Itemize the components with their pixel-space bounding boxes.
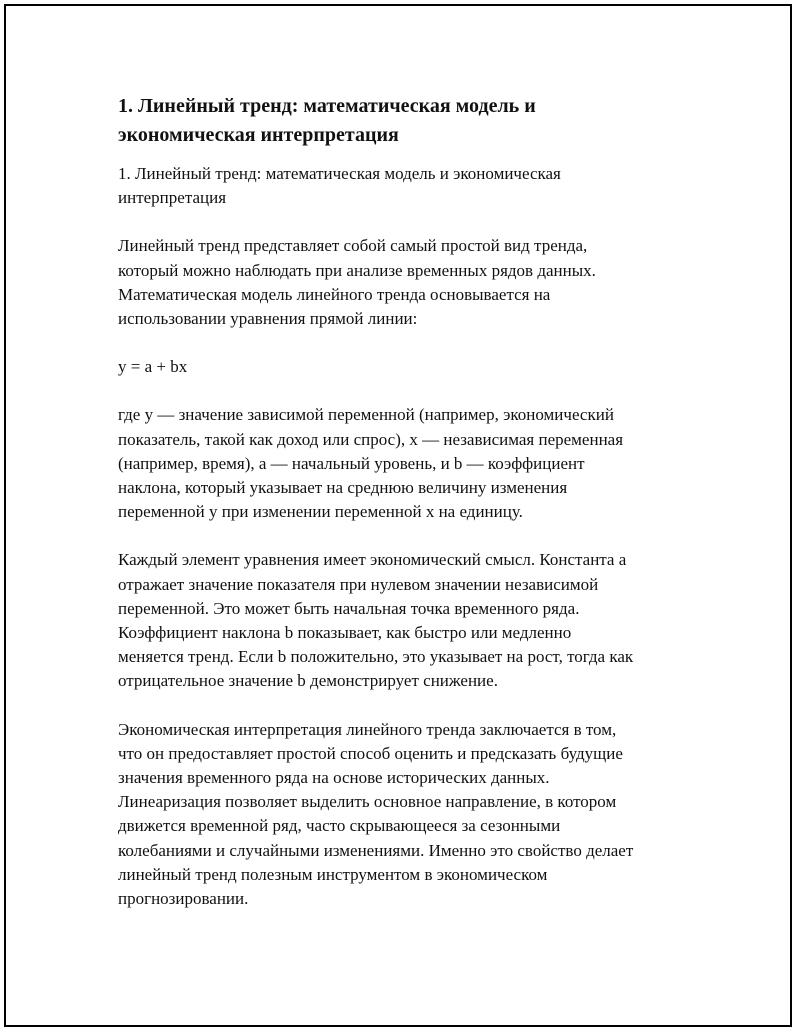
paragraph-meaning: Каждый элемент уравнения имеет экономический смысл. Константа a отражает значение показателя при нулевом значении независимой переменной. Это может быть начальная точка временного ряда. Коэффициент наклона b показывает, как быстро или медленно меняется тренд. Если b положительно, это указывает на рост, тогда как отрицательное значение b демонстрирует снижение. [118, 550, 634, 691]
document-body [118, 92, 698, 935]
paragraph-variables: где y — значение зависимой переменной (например, экономический показатель, такой как доход или спрос), x — независимая переменная (например, время), a — начальный уровень, и b — коэффициент наклона, который указывает на среднюю величину изменения переменной y при изменении переменной x на единицу. [118, 405, 624, 522]
paragraph-intro: Линейный тренд представляет собой самый простой вид тренда, который можно наблюдать при анализе временных рядов данных. Математическая модель линейного тренда основывается на использовании уравнения прямой линии: [118, 236, 596, 329]
section-subtitle: 1. Линейный тренд: математическая модель и экономическая интерпретация [118, 164, 561, 208]
section-heading: 1. Линейный тренд: математическая модель и экономическая интерпретация [118, 95, 536, 146]
equation: y = a + bx [118, 357, 188, 377]
paragraph-interpretation: Экономическая интерпретация линейного тренда заключается в том, что он предоставляет простой способ оценить и предсказать будущие значения временного ряда на основе исторических данных. Линеаризация позволяет выделить основное направление, в котором движется временной ряд, часто скрывающееся за сезонными колебаниями и случайными изменениями. Именно это свойство делает линейный тренд полезным инструментом в экономическом прогнозировании. [118, 719, 634, 909]
